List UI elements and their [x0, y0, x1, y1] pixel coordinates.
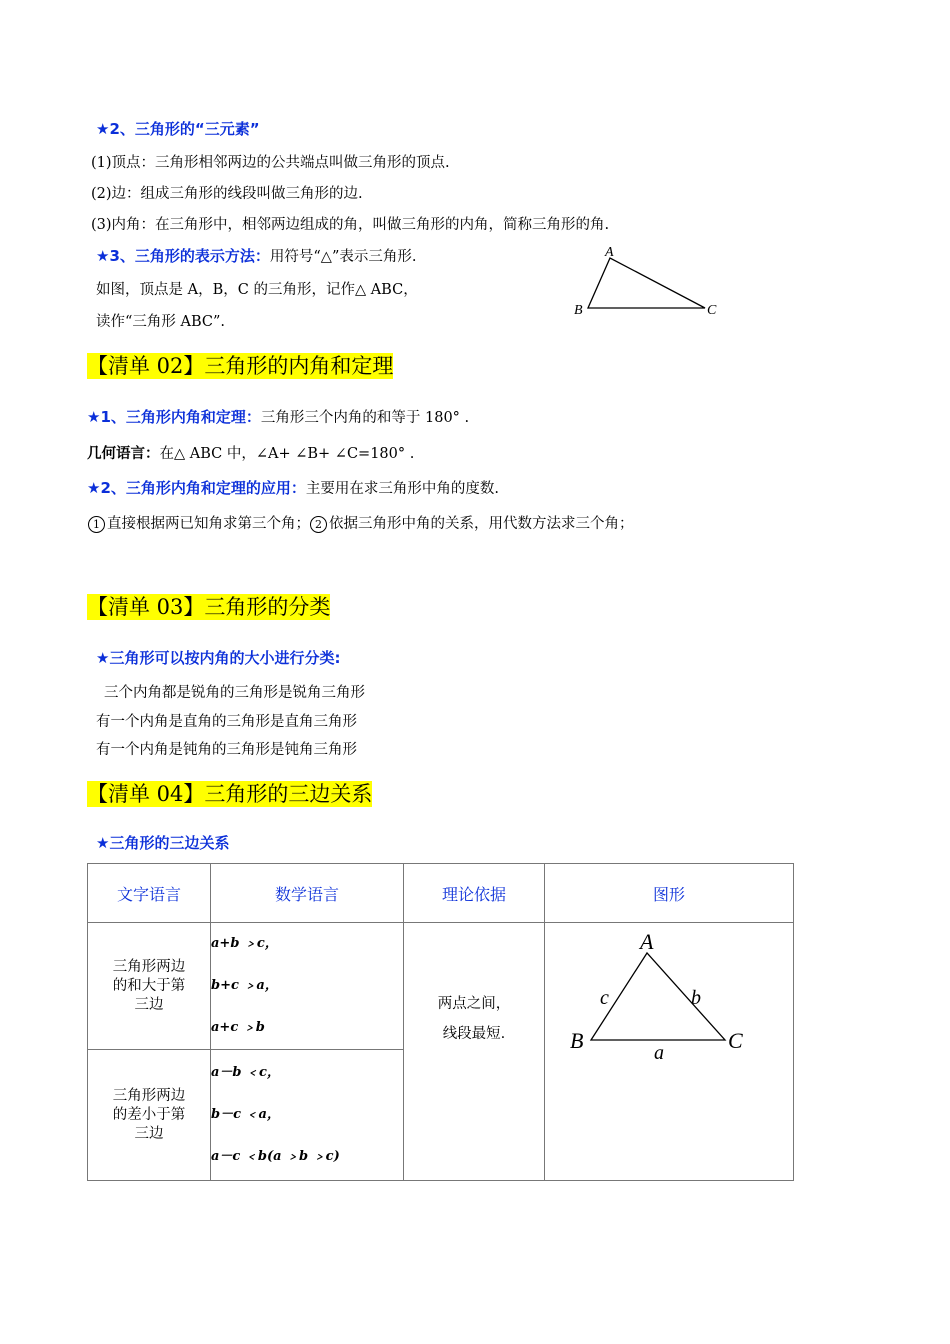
list03-title: 三角形的分类: [204, 595, 331, 619]
header-text-language: 文字语言: [88, 864, 211, 923]
notation-heading: ★3、三角形的表示方法：: [96, 247, 270, 265]
method-1: 直接根据两已知角求第三个角；: [107, 516, 310, 532]
table-row: [88, 923, 794, 1050]
row2-math-line: b－c ﹤a，: [211, 1107, 280, 1122]
side-label-b: b: [691, 987, 701, 1009]
elements-item-2: (2)边：组成三角形的线段叫做三角形的边.: [91, 186, 363, 202]
application-line: [87, 477, 499, 498]
row1-text-line: 的和大于第: [112, 977, 186, 994]
row2-math-language: [211, 1050, 404, 1181]
list03-tag: 【清单 03】: [87, 595, 205, 619]
row1-math-line: b+c ﹥a，: [211, 978, 278, 993]
table-header-row: [88, 864, 794, 923]
classification-heading: ★三角形可以按内角的大小进行分类:: [96, 649, 341, 667]
side-relation-heading: ★三角形的三边关系: [96, 834, 230, 852]
row2-text-language: [88, 1050, 211, 1181]
notation-line-1: 如图，顶点是 A，B，C 的三角形，记作△ ABC，: [96, 282, 418, 298]
geo-language-line: [87, 442, 414, 463]
row2-text-line: 的差小于第: [112, 1106, 186, 1123]
row2-math-line: a－b ﹤c，: [211, 1065, 280, 1080]
list04-tag: 【清单 04】: [87, 782, 205, 806]
row2-text-line: 三边: [134, 1125, 164, 1142]
application-text: 主要用在求三角形中角的度数.: [305, 481, 499, 497]
row1-math-line: a+c ﹥b: [211, 1020, 265, 1035]
row2-math-line: a－c ﹤b(a ﹥b ﹥c): [211, 1149, 340, 1164]
geo-text: 在△ ABC 中，∠A+ ∠B+ ∠C=180° .: [159, 446, 415, 462]
side-label-A: A: [640, 929, 654, 954]
row1-text-line: 三边: [134, 996, 164, 1013]
classification-line-1: 三个内角都是锐角的三角形是锐角三角形: [104, 685, 365, 701]
elements-item-1: (1)顶点：三角形相邻两边的公共端点叫做三角形的顶点.: [91, 155, 450, 171]
side-triangle-shape: [591, 953, 725, 1040]
list04-header: [87, 778, 372, 808]
side-label-a: a: [654, 1042, 664, 1064]
classification-line-2: 有一个内角是直角的三角形是直角三角形: [96, 714, 357, 730]
theorem-line: [87, 406, 469, 427]
theorem-text: 三角形三个内角的和等于 180° .: [260, 410, 470, 426]
row2-text-line: 三角形两边: [112, 1087, 186, 1104]
application-heading: ★2、三角形内角和定理的应用：: [87, 479, 306, 497]
header-math-language: 数学语言: [211, 864, 404, 923]
method-2-number: 2: [310, 516, 327, 533]
side-label-B: B: [570, 1028, 584, 1053]
elements-heading: ★2、三角形的“三元素”: [96, 120, 260, 138]
notation-heading-line: [96, 245, 416, 266]
side-triangle-figure: [567, 927, 767, 1067]
row1-math-language: [211, 923, 404, 1050]
header-theory-basis: 理论依据: [404, 864, 545, 923]
triangle-abc-figure: [568, 240, 728, 322]
row1-text-line: 三角形两边: [112, 958, 186, 975]
list02-tag: 【清单 02】: [87, 354, 205, 378]
figure-label-a: A: [605, 245, 614, 260]
list03-header: [87, 591, 330, 621]
row1-text-language: [88, 923, 211, 1050]
row1-math-line: a+b ﹥c，: [211, 936, 278, 951]
basis-line: 线段最短.: [442, 1026, 506, 1042]
side-label-c: c: [600, 987, 609, 1009]
basis-line: 两点之间，: [437, 996, 511, 1012]
notation-line-2: 读作“三角形 ABC”.: [96, 314, 226, 330]
triangle-abc-shape: [588, 258, 705, 308]
figure-cell: [545, 923, 794, 1181]
method-1-number: 1: [88, 516, 105, 533]
figure-label-b: B: [574, 303, 583, 318]
theory-basis-cell: [404, 923, 545, 1181]
side-relation-table: [87, 863, 794, 1181]
side-label-C: C: [728, 1028, 743, 1053]
methods-line: [88, 512, 634, 533]
geo-label: 几何语言：: [87, 446, 160, 462]
theorem-heading: ★1、三角形内角和定理：: [87, 408, 261, 426]
header-figure: 图形: [545, 864, 794, 923]
figure-label-c: C: [707, 303, 717, 318]
method-2: 依据三角形中角的关系，用代数方法求三个角；: [329, 516, 634, 532]
notation-heading-rest: 用符号“△”表示三角形.: [269, 249, 417, 265]
list04-title: 三角形的三边关系: [204, 782, 373, 806]
list02-title: 三角形的内角和定理: [204, 354, 394, 378]
classification-line-3: 有一个内角是钝角的三角形是钝角三角形: [96, 742, 357, 758]
elements-item-3: (3)内角：在三角形中，相邻两边组成的角，叫做三角形的内角，简称三角形的角.: [91, 217, 610, 233]
list02-header: [87, 350, 393, 380]
